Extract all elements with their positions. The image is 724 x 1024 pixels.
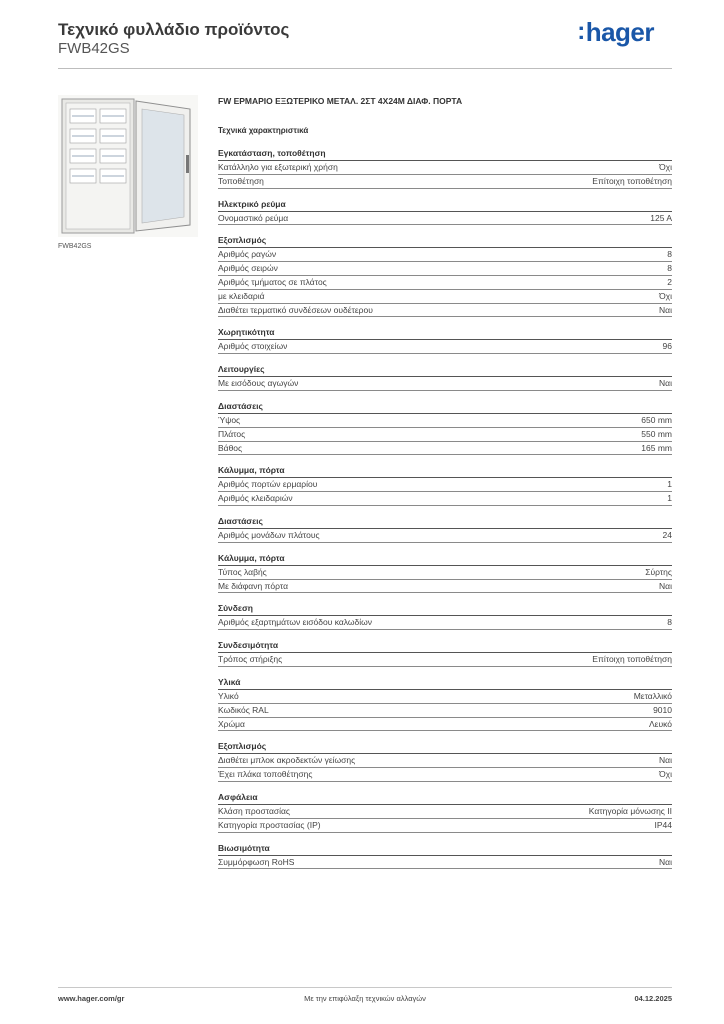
spec-value: Ναι (659, 378, 672, 389)
spec-value: 8 (667, 617, 672, 628)
cabinet-illustration-icon (58, 95, 198, 237)
section-heading: Κάλυμμα, πόρτα (218, 464, 672, 478)
spec-label: Αριθμός εξαρτημάτων εισόδου καλωδίων (218, 617, 373, 628)
spec-row (218, 161, 672, 175)
spec-label: Αριθμός τμήματος σε πλάτος (218, 276, 327, 287)
spec-value: Ναι (659, 856, 672, 867)
logo-dots-icon: : (577, 18, 585, 45)
product-title: FW ΕΡΜΑΡΙΟ ΕΞΩΤΕΡΙΚΟ ΜΕΤΑΛ. 2ΣΤ 4Χ24Μ ΔΙΑΦ. ΠΟΡΤΑ (218, 96, 463, 106)
spec-section (218, 639, 672, 667)
spec-label: Τύπος λαβής (218, 566, 267, 577)
spec-value: 9010 (653, 704, 672, 715)
section-heading: Βιωσιμότητα (218, 842, 672, 856)
spec-row (218, 819, 672, 833)
spec-row (218, 212, 672, 226)
spec-label: Διαθέτει μπλοκ ακροδεκτών γείωσης (218, 755, 356, 766)
spec-row (218, 175, 672, 189)
spec-label: Με διάφανη πόρτα (218, 580, 288, 591)
spec-label: Συμμόρφωση RoHS (218, 856, 295, 867)
section-heading: Σύνδεση (218, 602, 672, 616)
spec-row (218, 768, 672, 782)
product-image (58, 95, 198, 237)
section-heading: Διαστάσεις (218, 400, 672, 414)
spec-section (218, 515, 672, 543)
spec-content (218, 96, 672, 878)
section-heading: Λειτουργίες (218, 363, 672, 377)
spec-value: 550 mm (641, 428, 672, 439)
spec-section (218, 676, 672, 731)
spec-label: Τοποθέτηση (218, 175, 264, 186)
spec-label: με κλειδαριά (218, 290, 265, 301)
document-header (58, 20, 289, 58)
spec-row (218, 580, 672, 594)
spec-section (218, 400, 672, 455)
spec-value: 650 mm (641, 414, 672, 425)
spec-row (218, 414, 672, 428)
section-heading: Εξοπλισμός (218, 234, 672, 248)
spec-row (218, 377, 672, 391)
spec-row (218, 529, 672, 543)
spec-value: 165 mm (641, 442, 672, 453)
footer-note: Με την επιφύλαξη τεχνικών αλλαγών (304, 994, 426, 1003)
footer-url[interactable]: www.hager.com/gr (58, 994, 125, 1003)
spec-value: 1 (667, 493, 672, 504)
section-heading: Συνδεσιμότητα (218, 639, 672, 653)
section-heading: Κάλυμμα, πόρτα (218, 552, 672, 566)
spec-value: 96 (662, 341, 672, 352)
spec-value: Όχι (659, 290, 672, 301)
spec-section (218, 552, 672, 594)
document-title: Τεχνικό φυλλάδιο προϊόντος (58, 20, 290, 39)
spec-row (218, 290, 672, 304)
hager-logo (577, 18, 654, 46)
spec-section (218, 464, 672, 506)
spec-row (218, 754, 672, 768)
image-caption: FWB42GS (58, 243, 92, 250)
spec-value: 24 (662, 529, 672, 540)
spec-value: Όχι (659, 162, 672, 172)
spec-row (218, 478, 672, 492)
spec-value: Μεταλλικό (633, 690, 672, 701)
spec-row (218, 856, 672, 870)
spec-value: Σύρτης (645, 566, 672, 577)
spec-row (218, 442, 672, 456)
spec-section (218, 147, 672, 189)
logo-text: hager (585, 17, 654, 47)
section-heading: Χωρητικότητα (218, 326, 672, 340)
spec-value: Όχι (659, 769, 672, 780)
spec-label: Αριθμός κλειδαριών (218, 493, 293, 504)
spec-value: Επίτοιχη τοποθέτηση (592, 654, 672, 665)
spec-section (218, 326, 672, 354)
spec-row (218, 653, 672, 667)
tech-spec-heading: Τεχνικά χαρακτηριστικά (218, 126, 309, 135)
spec-label: Κλάση προστασίας (218, 805, 291, 816)
section-heading: Ασφάλεια (218, 791, 672, 805)
section-heading: Ηλεκτρικό ρεύμα (218, 198, 672, 212)
spec-value: 2 (667, 276, 672, 287)
spec-value: IP44 (654, 819, 672, 830)
spec-row (218, 805, 672, 819)
spec-label: Αριθμός ραγών (218, 249, 277, 260)
spec-label: Υλικό (218, 690, 239, 701)
section-heading: Διαστάσεις (218, 515, 672, 529)
spec-row (218, 690, 672, 704)
spec-row (218, 616, 672, 630)
spec-label: Διαθέτει τερματικό συνδέσεων ουδέτερου (218, 304, 373, 315)
spec-sections (218, 147, 672, 869)
spec-section (218, 363, 672, 391)
spec-section (218, 791, 672, 833)
spec-value: 125 A (650, 212, 672, 223)
product-code: FWB42GS (58, 40, 130, 57)
spec-section (218, 234, 672, 317)
spec-section (218, 198, 672, 226)
spec-label: Χρώμα (218, 718, 245, 729)
spec-value: Ναι (659, 580, 672, 591)
spec-value: 1 (667, 479, 672, 490)
spec-label: Κατάλληλο για εξωτερική χρήση (218, 162, 338, 172)
spec-row (218, 248, 672, 262)
spec-label: Ύψος (218, 414, 241, 425)
spec-label: Αριθμός σειρών (218, 263, 278, 274)
spec-row (218, 428, 672, 442)
spec-value: Λευκό (649, 718, 672, 729)
spec-row (218, 262, 672, 276)
spec-label: Αριθμός μονάδων πλάτους (218, 529, 320, 540)
spec-row (218, 704, 672, 718)
section-heading: Υλικά (218, 676, 672, 690)
spec-label: Αριθμός στοιχείων (218, 341, 288, 352)
spec-value: Ναι (659, 755, 672, 766)
spec-value: Ναι (659, 304, 672, 315)
spec-value: 8 (667, 263, 672, 274)
footer-date: 04.12.2025 (634, 994, 672, 1003)
spec-label: Κωδικός RAL (218, 704, 269, 715)
spec-label: Ονομαστικό ρεύμα (218, 212, 289, 223)
section-heading: Εξοπλισμός (218, 740, 672, 754)
spec-section (218, 740, 672, 782)
spec-label: Κατηγορία προστασίας (IP) (218, 819, 321, 830)
spec-row (218, 340, 672, 354)
spec-row (218, 718, 672, 732)
footer-divider (58, 987, 672, 988)
header-divider (58, 68, 672, 69)
spec-row (218, 276, 672, 290)
spec-label: Πλάτος (218, 428, 246, 439)
spec-row (218, 492, 672, 506)
spec-label: Έχει πλάκα τοποθέτησης (218, 769, 313, 780)
spec-label: Τρόπος στήριξης (218, 654, 283, 665)
spec-row (218, 304, 672, 318)
section-heading: Εγκατάσταση, τοποθέτηση (218, 147, 672, 161)
spec-section (218, 842, 672, 870)
spec-label: Βάθος (218, 442, 243, 453)
spec-value: Κατηγορία μόνωσης II (588, 805, 672, 816)
spec-value: Επίτοιχη τοποθέτηση (592, 175, 672, 186)
spec-row (218, 566, 672, 580)
spec-value: 8 (667, 249, 672, 260)
spec-section (218, 602, 672, 630)
spec-label: Με εισόδους αγωγών (218, 378, 299, 389)
spec-label: Αριθμός πορτών ερμαρίου (218, 479, 318, 490)
